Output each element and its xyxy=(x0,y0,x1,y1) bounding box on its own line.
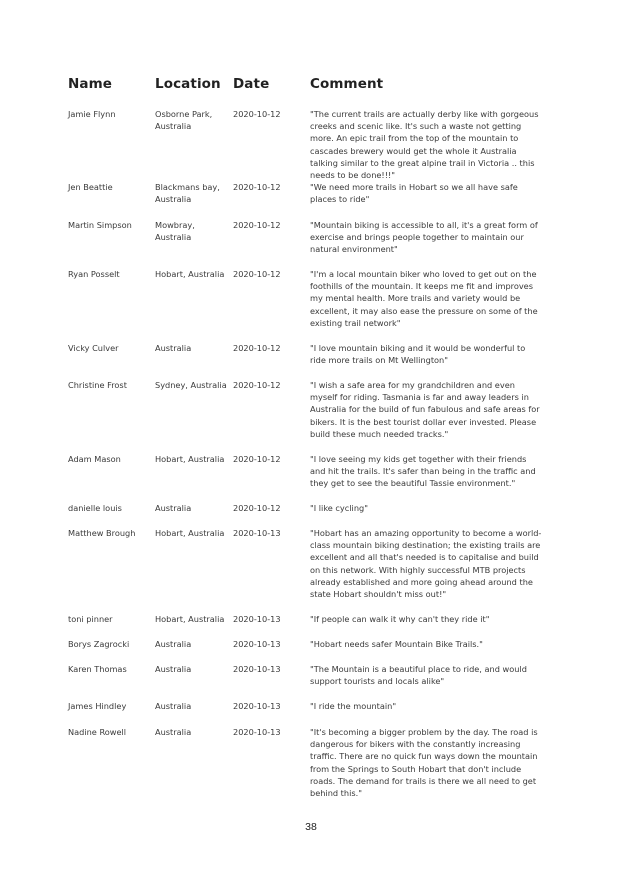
cell-location: Hobart, Australia xyxy=(155,614,225,624)
cell-location: Sydney, Australia xyxy=(155,380,227,390)
cell-date: 2020-10-12 xyxy=(233,182,281,192)
cell-location: Australia xyxy=(155,343,192,353)
cell-date: 2020-10-13 xyxy=(233,639,281,649)
cell-comment: "If people can walk it why can't they ride it" xyxy=(310,614,490,624)
cell-comment: "I wish a safe area for my grandchildren and even myself for riding. Tasmania is far and away leaders in Australia for the build of fun fabulous and safe areas for bikers. It is the best tourist dollar ever invested. Please build these much needed tracks." xyxy=(310,380,540,439)
cell-location: Hobart, Australia xyxy=(155,528,225,538)
cell-date: 2020-10-12 xyxy=(233,503,281,513)
cell-name: danielle louis xyxy=(68,503,122,513)
cell-comment: "It's becoming a bigger problem by the day. The road is dangerous for bikers with the constantly increasing traffic. There are no quick fun ways down the mountain from the Springs to South Hobart that don't include roads. The demand for trails is there we all need to get behind this." xyxy=(310,727,538,799)
cell-location: Blackmans bay, Australia xyxy=(155,182,220,205)
cell-comment: "I'm a local mountain biker who loved to get out on the foothills of the mountain. It keeps me fit and improves my mental health. More trails and variety would be excellent, it may also ease the pressure on some of the existing trail network" xyxy=(310,269,538,328)
cell-location: Australia xyxy=(155,664,192,674)
cell-date: 2020-10-13 xyxy=(233,528,281,538)
table-header xyxy=(0,76,622,96)
cell-name: James Hindley xyxy=(68,701,127,711)
cell-location: Australia xyxy=(155,503,192,513)
cell-date: 2020-10-13 xyxy=(233,614,281,624)
cell-location: Australia xyxy=(155,639,192,649)
cell-location: Hobart, Australia xyxy=(155,454,225,464)
cell-date: 2020-10-13 xyxy=(233,727,281,737)
cell-comment: "The current trails are actually derby like with gorgeous creeks and scenic like. It's such a waste not getting more. An epic trail from the top of the mountain to cascades brewery would get the whole it Australia talking similar to the great alpine trail in Victoria .. this needs to be done!!!" xyxy=(310,109,539,181)
header-location: Location xyxy=(155,76,221,92)
cell-comment: "Hobart has an amazing opportunity to become a world-class mountain biking destination; the existing trails are excellent and all that's needed is to capitalise and build on this network. With highly successful MTB projects already established and more going ahead around the state Hobart shouldn't miss out!" xyxy=(310,528,542,600)
cell-comment: "I love seeing my kids get together with their friends and hit the trails. It's safer than being in the traffic and they get to see the beautiful Tassie environment." xyxy=(310,454,536,489)
cell-comment: "I like cycling" xyxy=(310,503,368,513)
cell-name: Ryan Posselt xyxy=(68,269,120,279)
cell-date: 2020-10-12 xyxy=(233,220,281,230)
cell-date: 2020-10-13 xyxy=(233,664,281,674)
cell-location: Australia xyxy=(155,727,192,737)
cell-comment: "I love mountain biking and it would be wonderful to ride more trails on Mt Wellington" xyxy=(310,343,526,366)
cell-name: Jen Beattie xyxy=(68,182,113,192)
header-date: Date xyxy=(233,76,270,92)
cell-name: Vicky Culver xyxy=(68,343,119,353)
cell-name: Jamie Flynn xyxy=(68,109,116,119)
cell-date: 2020-10-12 xyxy=(233,343,281,353)
page-number: 38 xyxy=(305,821,317,833)
cell-comment: "The Mountain is a beautiful place to ride, and would support tourists and locals alike" xyxy=(310,664,527,687)
cell-location: Mowbray, Australia xyxy=(155,220,195,243)
cell-date: 2020-10-12 xyxy=(233,454,281,464)
cell-location: Hobart, Australia xyxy=(155,269,225,279)
cell-name: Matthew Brough xyxy=(68,528,136,538)
cell-name: Karen Thomas xyxy=(68,664,127,674)
cell-comment: "We need more trails in Hobart so we all have safe places to ride" xyxy=(310,182,518,205)
cell-name: Borys Zagrocki xyxy=(68,639,130,649)
header-comment: Comment xyxy=(310,76,384,92)
cell-date: 2020-10-12 xyxy=(233,380,281,390)
cell-date: 2020-10-12 xyxy=(233,109,281,119)
cell-location: Australia xyxy=(155,701,192,711)
cell-comment: "I ride the mountain" xyxy=(310,701,397,711)
cell-date: 2020-10-13 xyxy=(233,701,281,711)
cell-date: 2020-10-12 xyxy=(233,269,281,279)
cell-name: Martin Simpson xyxy=(68,220,132,230)
cell-name: Adam Mason xyxy=(68,454,121,464)
cell-name: Nadine Rowell xyxy=(68,727,127,737)
cell-comment: "Hobart needs safer Mountain Bike Trails." xyxy=(310,639,483,649)
header-name: Name xyxy=(68,76,113,92)
cell-comment: "Mountain biking is accessible to all, it's a great form of exercise and brings people together to maintain our natural environment" xyxy=(310,220,538,255)
cell-name: Christine Frost xyxy=(68,380,127,390)
cell-name: toni pinner xyxy=(68,614,113,624)
cell-location: Osborne Park, Australia xyxy=(155,109,213,132)
